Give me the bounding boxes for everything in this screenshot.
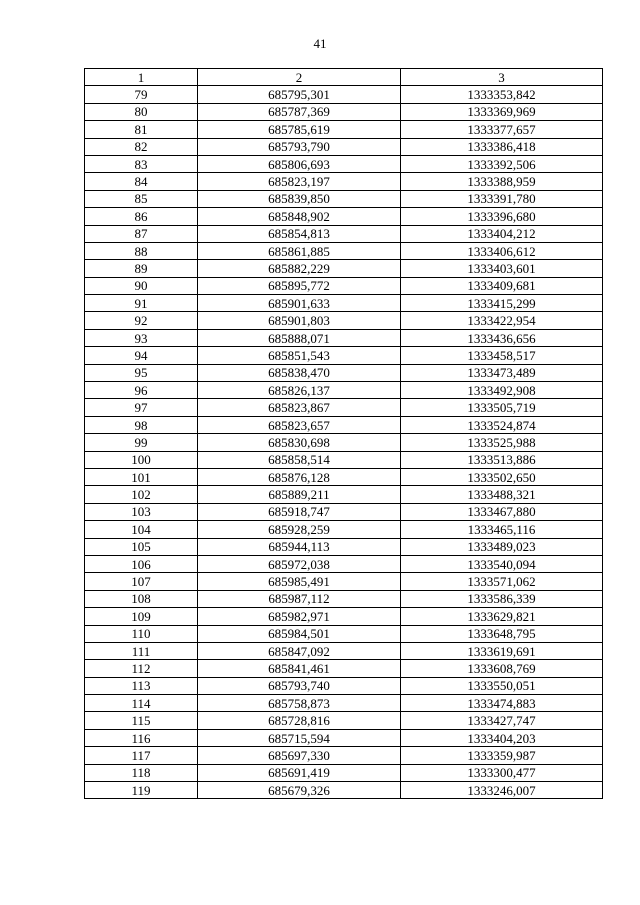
table-row [85, 712, 603, 729]
x-coordinate-cell: 685882,229 [198, 260, 401, 277]
table-row [85, 451, 603, 468]
x-coordinate-cell: 685854,813 [198, 225, 401, 242]
table-row [85, 399, 603, 416]
y-coordinate-cell: 1333474,883 [401, 695, 603, 712]
column-header-2: 2 [198, 69, 401, 86]
table-row [85, 225, 603, 242]
y-coordinate-cell: 1333492,908 [401, 382, 603, 399]
x-coordinate-cell: 685928,259 [198, 521, 401, 538]
x-coordinate-cell: 685806,693 [198, 155, 401, 172]
table-row [85, 416, 603, 433]
y-coordinate-cell: 1333388,959 [401, 173, 603, 190]
point-number-cell: 109 [85, 608, 198, 625]
table-row [85, 486, 603, 503]
x-coordinate-cell: 685691,419 [198, 764, 401, 781]
point-number-cell: 79 [85, 86, 198, 103]
y-coordinate-cell: 1333386,418 [401, 138, 603, 155]
x-coordinate-cell: 685987,112 [198, 590, 401, 607]
table-row [85, 625, 603, 642]
table-row [85, 729, 603, 746]
x-coordinate-cell: 685972,038 [198, 555, 401, 572]
point-number-cell: 118 [85, 764, 198, 781]
x-coordinate-cell: 685901,633 [198, 295, 401, 312]
table-row [85, 747, 603, 764]
y-coordinate-cell: 1333458,517 [401, 347, 603, 364]
table-row [85, 364, 603, 381]
point-number-cell: 85 [85, 190, 198, 207]
table-row [85, 121, 603, 138]
table-row [85, 138, 603, 155]
point-number-cell: 117 [85, 747, 198, 764]
point-number-cell: 113 [85, 677, 198, 694]
y-coordinate-cell: 1333488,321 [401, 486, 603, 503]
y-coordinate-cell: 1333586,339 [401, 590, 603, 607]
y-coordinate-cell: 1333524,874 [401, 416, 603, 433]
table-row [85, 208, 603, 225]
point-number-cell: 82 [85, 138, 198, 155]
point-number-cell: 98 [85, 416, 198, 433]
table-row [85, 695, 603, 712]
y-coordinate-cell: 1333489,023 [401, 538, 603, 555]
x-coordinate-cell: 685823,197 [198, 173, 401, 190]
table-row [85, 555, 603, 572]
point-number-cell: 108 [85, 590, 198, 607]
point-number-cell: 92 [85, 312, 198, 329]
point-number-cell: 116 [85, 729, 198, 746]
table-row [85, 260, 603, 277]
point-number-cell: 91 [85, 295, 198, 312]
point-number-cell: 94 [85, 347, 198, 364]
table-row [85, 521, 603, 538]
table-row [85, 782, 603, 799]
x-coordinate-cell: 685679,326 [198, 782, 401, 799]
y-coordinate-cell: 1333377,657 [401, 121, 603, 138]
y-coordinate-cell: 1333608,769 [401, 660, 603, 677]
x-coordinate-cell: 685861,885 [198, 242, 401, 259]
x-coordinate-cell: 685826,137 [198, 382, 401, 399]
x-coordinate-cell: 685823,867 [198, 399, 401, 416]
point-number-cell: 90 [85, 277, 198, 294]
point-number-cell: 107 [85, 573, 198, 590]
table-row [85, 434, 603, 451]
x-coordinate-cell: 685785,619 [198, 121, 401, 138]
table-row [85, 642, 603, 659]
point-number-cell: 97 [85, 399, 198, 416]
table-row [85, 660, 603, 677]
table-row [85, 295, 603, 312]
y-coordinate-cell: 1333465,116 [401, 521, 603, 538]
point-number-cell: 102 [85, 486, 198, 503]
point-number-cell: 84 [85, 173, 198, 190]
y-coordinate-cell: 1333502,650 [401, 468, 603, 485]
y-coordinate-cell: 1333571,062 [401, 573, 603, 590]
x-coordinate-cell: 685888,071 [198, 329, 401, 346]
y-coordinate-cell: 1333409,681 [401, 277, 603, 294]
y-coordinate-cell: 1333369,969 [401, 103, 603, 120]
point-number-cell: 103 [85, 503, 198, 520]
point-number-cell: 119 [85, 782, 198, 799]
x-coordinate-cell: 685985,491 [198, 573, 401, 590]
table-row [85, 677, 603, 694]
y-coordinate-cell: 1333513,886 [401, 451, 603, 468]
y-coordinate-cell: 1333406,612 [401, 242, 603, 259]
table-row [85, 382, 603, 399]
point-number-cell: 95 [85, 364, 198, 381]
point-number-cell: 88 [85, 242, 198, 259]
x-coordinate-cell: 685715,594 [198, 729, 401, 746]
point-number-cell: 89 [85, 260, 198, 277]
point-number-cell: 100 [85, 451, 198, 468]
x-coordinate-cell: 685838,470 [198, 364, 401, 381]
y-coordinate-cell: 1333467,880 [401, 503, 603, 520]
point-number-cell: 93 [85, 329, 198, 346]
x-coordinate-cell: 685918,747 [198, 503, 401, 520]
y-coordinate-cell: 1333392,506 [401, 155, 603, 172]
point-number-cell: 106 [85, 555, 198, 572]
y-coordinate-cell: 1333629,821 [401, 608, 603, 625]
y-coordinate-cell: 1333404,203 [401, 729, 603, 746]
page-number: 41 [313, 36, 327, 51]
x-coordinate-cell: 685851,543 [198, 347, 401, 364]
coordinates-table [84, 68, 603, 799]
point-number-cell: 80 [85, 103, 198, 120]
y-coordinate-cell: 1333427,747 [401, 712, 603, 729]
table-row [85, 538, 603, 555]
point-number-cell: 104 [85, 521, 198, 538]
point-number-cell: 81 [85, 121, 198, 138]
y-coordinate-cell: 1333505,719 [401, 399, 603, 416]
point-number-cell: 115 [85, 712, 198, 729]
y-coordinate-cell: 1333436,656 [401, 329, 603, 346]
table-row [85, 277, 603, 294]
y-coordinate-cell: 1333300,477 [401, 764, 603, 781]
point-number-cell: 96 [85, 382, 198, 399]
x-coordinate-cell: 685944,113 [198, 538, 401, 555]
y-coordinate-cell: 1333619,691 [401, 642, 603, 659]
x-coordinate-cell: 685876,128 [198, 468, 401, 485]
x-coordinate-cell: 685795,301 [198, 86, 401, 103]
y-coordinate-cell: 1333246,007 [401, 782, 603, 799]
table-row [85, 329, 603, 346]
x-coordinate-cell: 685697,330 [198, 747, 401, 764]
table-row [85, 103, 603, 120]
table-row [85, 503, 603, 520]
table-header-row [85, 69, 603, 86]
point-number-cell: 86 [85, 208, 198, 225]
x-coordinate-cell: 685793,790 [198, 138, 401, 155]
x-coordinate-cell: 685839,850 [198, 190, 401, 207]
point-number-cell: 101 [85, 468, 198, 485]
y-coordinate-cell: 1333353,842 [401, 86, 603, 103]
table-row [85, 312, 603, 329]
point-number-cell: 87 [85, 225, 198, 242]
point-number-cell: 83 [85, 155, 198, 172]
table-row [85, 590, 603, 607]
y-coordinate-cell: 1333525,988 [401, 434, 603, 451]
point-number-cell: 114 [85, 695, 198, 712]
x-coordinate-cell: 685787,369 [198, 103, 401, 120]
x-coordinate-cell: 685758,873 [198, 695, 401, 712]
table-row [85, 86, 603, 103]
y-coordinate-cell: 1333473,489 [401, 364, 603, 381]
x-coordinate-cell: 685793,740 [198, 677, 401, 694]
column-header-1: 1 [85, 69, 198, 86]
column-header-3: 3 [401, 69, 603, 86]
y-coordinate-cell: 1333359,987 [401, 747, 603, 764]
table-row [85, 190, 603, 207]
y-coordinate-cell: 1333648,795 [401, 625, 603, 642]
table-row [85, 573, 603, 590]
point-number-cell: 112 [85, 660, 198, 677]
point-number-cell: 99 [85, 434, 198, 451]
x-coordinate-cell: 685901,803 [198, 312, 401, 329]
y-coordinate-cell: 1333396,680 [401, 208, 603, 225]
table-row [85, 608, 603, 625]
table-row [85, 242, 603, 259]
y-coordinate-cell: 1333540,094 [401, 555, 603, 572]
x-coordinate-cell: 685847,092 [198, 642, 401, 659]
x-coordinate-cell: 685889,211 [198, 486, 401, 503]
x-coordinate-cell: 685823,657 [198, 416, 401, 433]
x-coordinate-cell: 685895,772 [198, 277, 401, 294]
table-row [85, 468, 603, 485]
x-coordinate-cell: 685830,698 [198, 434, 401, 451]
y-coordinate-cell: 1333415,299 [401, 295, 603, 312]
point-number-cell: 110 [85, 625, 198, 642]
x-coordinate-cell: 685728,816 [198, 712, 401, 729]
table-row [85, 155, 603, 172]
x-coordinate-cell: 685858,514 [198, 451, 401, 468]
x-coordinate-cell: 685841,461 [198, 660, 401, 677]
y-coordinate-cell: 1333550,051 [401, 677, 603, 694]
table-row [85, 173, 603, 190]
table-row [85, 764, 603, 781]
x-coordinate-cell: 685982,971 [198, 608, 401, 625]
point-number-cell: 105 [85, 538, 198, 555]
point-number-cell: 111 [85, 642, 198, 659]
y-coordinate-cell: 1333404,212 [401, 225, 603, 242]
x-coordinate-cell: 685848,902 [198, 208, 401, 225]
y-coordinate-cell: 1333422,954 [401, 312, 603, 329]
y-coordinate-cell: 1333403,601 [401, 260, 603, 277]
x-coordinate-cell: 685984,501 [198, 625, 401, 642]
y-coordinate-cell: 1333391,780 [401, 190, 603, 207]
table-row [85, 347, 603, 364]
table-body [85, 86, 603, 799]
